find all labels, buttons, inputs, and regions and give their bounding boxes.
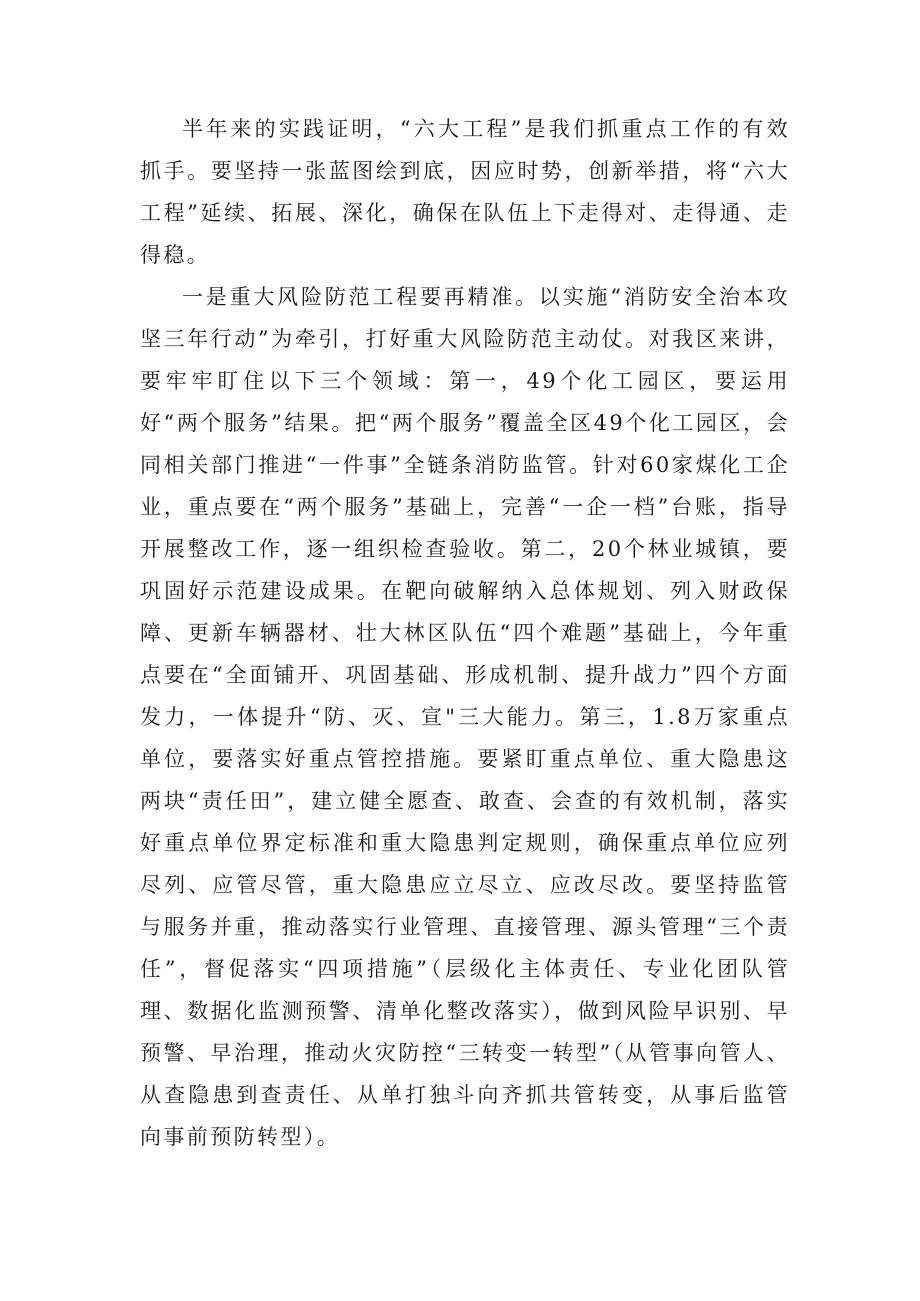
paragraph-intro: 半年来的实践证明，“六大工程”是我们抓重点工作的有效抓手。要坚持一张蓝图绘到底，因应时势，创新举措，将“六大工程”延续、拓展、深化，确保在队伍上下走得对、走得通、走得稳。 [140,117,790,267]
paragraph-risk-prevention: 一是重大风险防范工程要再精准。以实施“消防安全治本攻坚三年行动”为牵引，打好重大风险防范主动仗。对我区来讲，要牢牢盯住以下三个领域：第一，49个化工园区，要运用好“两个服务”结果。把“两个服务”覆盖全区49个化工园区，会同相关部门推进“一件事”全链条消防监管。针对60家煤化工企业，重点要在“两个服务”基础上，完善“一企一档”台账，指导开展整改工作，逐一组织检查验收。第二，20个林业城镇，要巩固好示范建设成果。在靶向破解纳入总体规划、列入财政保障、更新车辆器材、壮大林区队伍“四个难题”基础上，今年重点要在“全面铺开、巩固基础、形成机制、提升战力”四个方面发力，一体提升“防、灭、宣"三大能力。第三，1.8万家重点单位，要落实好重点管控措施。要紧盯重点单位、重大隐患这两块“责任田”，建立健全愿查、敢查、会查的有效机制，落实好重点单位界定标准和重大隐患判定规则，确保重点单位应列尽列、应管尽管，重大隐患应立尽立、应改尽改。要坚持监管与服务并重，推动落实行业管理、直接管理、源头管理“三个责任”，督促落实“四项措施”（层级化主体责任、专业化团队管理、数据化监测预警、清单化整改落实），做到风险早识别、早预警、早治理，推动火灾防控“三转变一转型”（从管事向管人、从查隐患到查责任、从单打独斗向齐抓共管转变，从事后监管向事前预防转型）。 [140,285,790,1149]
document-body [140,108,790,1158]
